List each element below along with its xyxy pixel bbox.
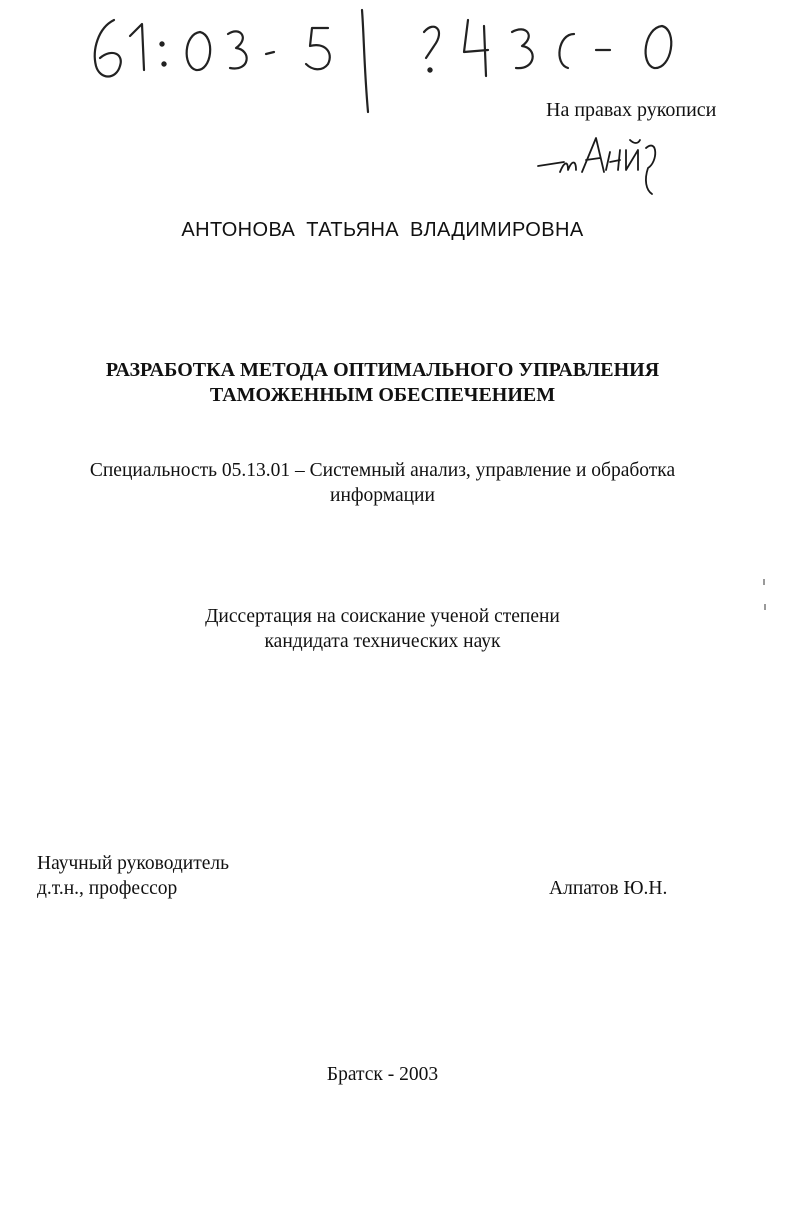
degree-line: кандидата технических наук bbox=[264, 631, 501, 652]
specialty-line: информации bbox=[330, 485, 435, 506]
title-line: РАЗРАБОТКА МЕТОДА ОПТИМАЛЬНОГО УПРАВЛЕНИЯ bbox=[105, 359, 660, 381]
scan-edge-mark bbox=[763, 579, 765, 585]
city-year: Братск - 2003 bbox=[326, 1064, 439, 1085]
supervisor-role-line: Научный руководитель bbox=[37, 853, 230, 874]
dissertation-title bbox=[0, 358, 765, 408]
author-name: АНТОНОВА ТАТЬЯНА ВЛАДИМИРОВНА bbox=[181, 219, 584, 241]
signature-mark bbox=[534, 128, 674, 196]
degree-line: Диссертация на соискание ученой степени bbox=[205, 606, 560, 627]
specialty-statement bbox=[0, 458, 765, 508]
scan-edge-mark bbox=[764, 604, 766, 610]
supervisor-role bbox=[37, 851, 229, 901]
title-line: ТАМОЖЕННЫМ ОБЕСПЕЧЕНИЕМ bbox=[209, 384, 556, 406]
supervisor-name: Алпатов Ю.Н. bbox=[549, 878, 668, 899]
degree-statement bbox=[0, 604, 765, 654]
supervisor-degree-line: д.т.н., профессор bbox=[37, 878, 178, 899]
specialty-line: Специальность 05.13.01 – Системный анализ, управление и обработка bbox=[89, 460, 676, 481]
stamp-label: На правах рукописи bbox=[546, 99, 717, 121]
